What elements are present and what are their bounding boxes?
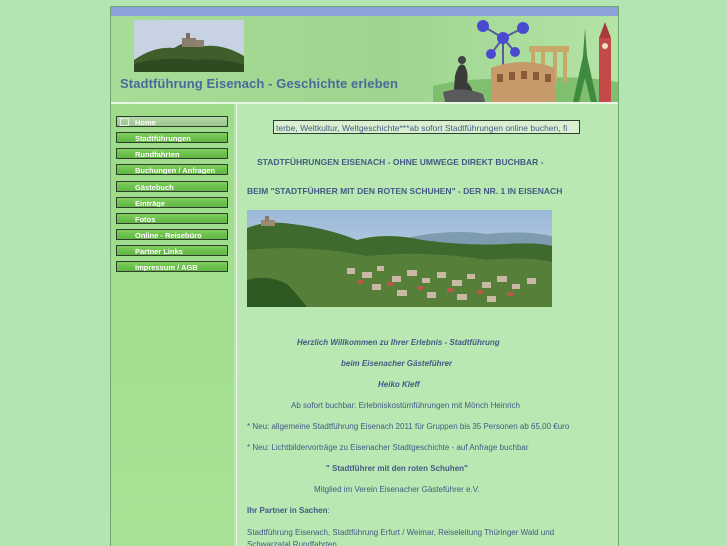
welcome-guide-line: beim Eisenacher Gästeführer xyxy=(341,359,453,368)
news-ticker: terbe, Weltkultur, Weltgeschichte***ab sofort Stadtführungen online buchen, fi xyxy=(273,120,580,134)
guide-name: Heiko Kleff xyxy=(378,380,420,389)
partners-text-line1: Stadtführung Eisenach, Stadtführung Erfurt / Weimar, Reiseleitung Thüringer Wald und xyxy=(247,528,555,537)
home-icon xyxy=(120,118,129,126)
sidebar-item-label: Fotos xyxy=(135,215,156,224)
heading-direkt-buchbar: STADTFÜHRUNGEN EISENACH - OHNE UMWEGE DIREKT BUCHBAR - xyxy=(257,157,544,167)
wartburg-castle-image xyxy=(134,20,244,72)
offer-costume-tours: Ab sofort buchbar: Erlebniskostümführungen mit Mönch Heinrich xyxy=(291,401,520,410)
sidebar-item-label: Buchungen / Anfragen xyxy=(135,166,216,175)
membership-line: Mitglied im Verein Eisenacher Gästeführer e.V. xyxy=(314,485,480,494)
partners-text-line2: Schwarzatal Rundfahrten xyxy=(247,540,337,546)
landmarks-collage-image xyxy=(433,16,618,102)
main-content xyxy=(236,104,619,546)
sidebar-nav xyxy=(111,104,234,546)
sidebar-item-label: Partner Links xyxy=(135,247,183,256)
header-banner xyxy=(111,16,618,102)
sidebar-item-impressum[interactable] xyxy=(116,261,228,272)
site-title: Stadtführung Eisenach - Geschichte erleben xyxy=(120,76,398,91)
sidebar-item-label: Stadtführungen xyxy=(135,134,191,143)
sidebar-item-home[interactable] xyxy=(116,116,228,127)
sidebar-item-stadtfuehrungen[interactable] xyxy=(116,132,228,143)
page-frame xyxy=(110,6,619,546)
partners-title: Ihr Partner in Sachen xyxy=(247,506,328,515)
partners-colon: : xyxy=(327,506,330,515)
sidebar-item-partner-links[interactable] xyxy=(116,245,228,256)
sidebar-item-buchungen[interactable] xyxy=(116,164,228,175)
partners-heading xyxy=(247,506,330,515)
welcome-line: Herzlich Willkommen zu Ihrer Erlebnis - Stadtführung xyxy=(297,338,500,347)
sidebar-item-label: Home xyxy=(135,118,156,127)
sidebar-item-label: Rundfahrten xyxy=(135,150,180,159)
sidebar-item-eintraege[interactable] xyxy=(116,197,228,208)
sidebar-item-label: Impressum / AGB xyxy=(135,263,198,272)
sidebar-item-fotos[interactable] xyxy=(116,213,228,224)
offer-city-tour-2011: * Neu: allgemeine Stadtführung Eisenach 2011 für Gruppen bis 35 Personen ab 65,00 €uro xyxy=(247,422,570,431)
sidebar-item-label: Gästebuch xyxy=(135,183,174,192)
tagline-rote-schuhe: " Stadtführer mit den roten Schuhen" xyxy=(326,464,468,473)
offer-slide-lectures: * Neu: Lichtbildervorträge zu Eisenacher Stadtgeschichte - auf Anfrage buchbar xyxy=(247,443,529,452)
sidebar-item-online-reisebuero[interactable] xyxy=(116,229,228,240)
sidebar-item-label: Online - Reisebüro xyxy=(135,231,202,240)
sidebar-item-rundfahrten[interactable] xyxy=(116,148,228,159)
eisenach-panorama-image xyxy=(247,210,552,307)
sidebar-item-label: Einträge xyxy=(135,199,166,208)
top-bar xyxy=(111,7,618,16)
heading-rote-schuhe: BEIM "STADTFÜHRER MIT DEN ROTEN SCHUHEN" - DER NR. 1 IN EISENACH xyxy=(247,186,563,196)
sidebar-item-gaestebuch[interactable] xyxy=(116,181,228,192)
